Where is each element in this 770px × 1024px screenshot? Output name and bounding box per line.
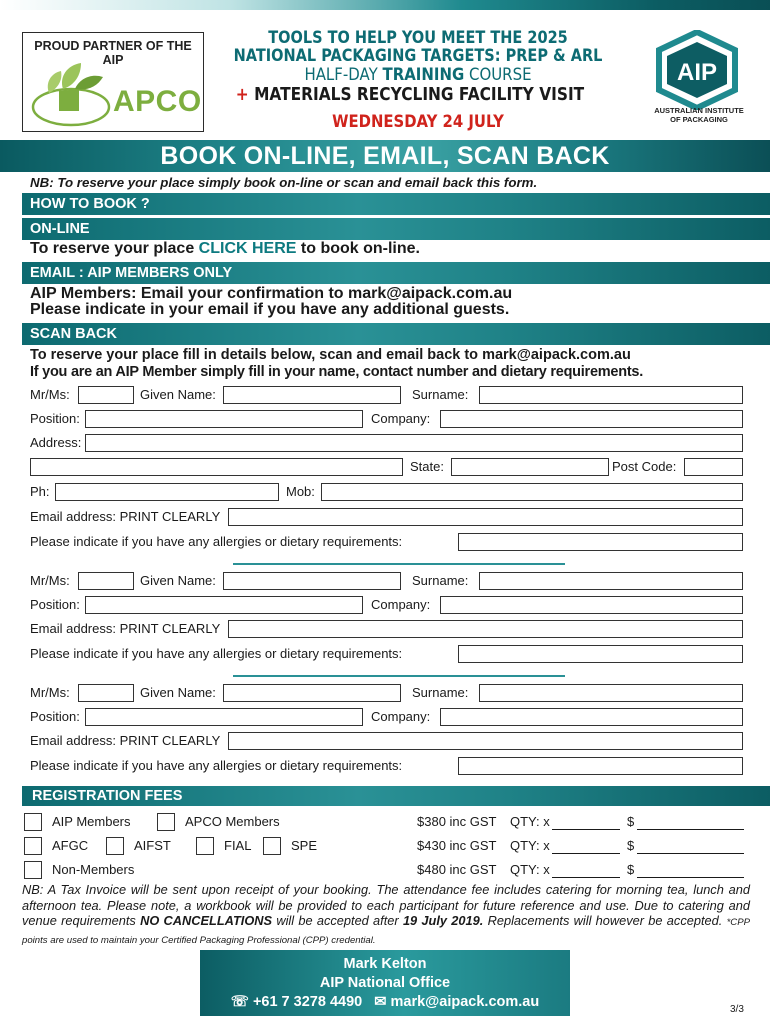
- click-here-link[interactable]: CLICK HERE: [198, 240, 297, 257]
- qty-blank[interactable]: [552, 865, 620, 878]
- email-label: Email address: PRINT CLEARLY: [30, 509, 221, 524]
- address-field[interactable]: [85, 434, 743, 452]
- surname-label: Surname:: [412, 573, 469, 588]
- online-bar: [22, 218, 770, 240]
- qty-blank[interactable]: [552, 817, 620, 830]
- position-field[interactable]: [85, 708, 363, 726]
- header-line-4: [225, 87, 595, 105]
- email-bar: [22, 262, 770, 284]
- email-line-2: Please indicate in your email if you have any additional guests.: [30, 301, 510, 318]
- note-text-a: NB: A Tax Invoice will be sent upon receipt of your booking. The attendance fee includes catering for morning tea, lunch and afternoon tea. Please note, a workbook will be provided to each participant for future reference and use. Due to catering and venue requirements: [22, 882, 750, 928]
- divider: [233, 675, 565, 677]
- header-line-3: [233, 67, 603, 84]
- top-decorative-stripe: [0, 0, 770, 10]
- tax-invoice-note: [22, 882, 750, 948]
- mrms-label: Mr/Ms:: [30, 387, 70, 402]
- price-430: $430 inc GST: [417, 838, 497, 853]
- given-name-field[interactable]: [223, 572, 401, 590]
- ph-field[interactable]: [55, 483, 279, 501]
- fial-label: FIAL: [224, 838, 252, 853]
- state-field[interactable]: [451, 458, 609, 476]
- non-members-label: Non-Members: [52, 862, 135, 877]
- ph-label: Ph:: [30, 484, 50, 499]
- mob-label: Mob:: [286, 484, 315, 499]
- surname-field[interactable]: [479, 572, 743, 590]
- allergies-field[interactable]: [458, 757, 743, 775]
- contact-details: [200, 994, 570, 1010]
- header-line-3c: COURSE: [464, 65, 532, 85]
- scan-back-line-2: If you are an AIP Member simply fill in your name, contact number and dietary requirements.: [30, 364, 643, 380]
- header-line-3a: HALF-DAY: [304, 65, 383, 85]
- surname-field[interactable]: [479, 386, 743, 404]
- qty-label: QTY: x: [510, 838, 550, 853]
- aip-caption-line-1: AUSTRALIAN INSTITUTE: [654, 106, 744, 115]
- aip-members-checkbox[interactable]: [24, 813, 42, 831]
- position-label: Position:: [30, 411, 80, 426]
- partner-box: [22, 32, 204, 132]
- surname-field[interactable]: [479, 684, 743, 702]
- note-cpp: *CPP points are used to maintain your Certified Packaging Professional (CPP) credential.: [22, 917, 751, 946]
- allergies-label: Please indicate if you have any allergies or dietary requirements:: [30, 534, 403, 549]
- email-line-1: AIP Members: Email your confirmation to mark@aipack.com.au: [30, 285, 513, 302]
- spe-checkbox[interactable]: [263, 837, 281, 855]
- given-name-label: Given Name:: [140, 685, 216, 700]
- company-field[interactable]: [440, 410, 743, 428]
- company-field[interactable]: [440, 596, 743, 614]
- title-banner: [0, 140, 770, 172]
- surname-label: Surname:: [412, 387, 469, 402]
- aip-logo-text: AIP: [676, 59, 718, 86]
- plus-sign: +: [235, 85, 249, 105]
- dollar-label: $: [627, 814, 635, 829]
- company-label: Company:: [371, 709, 431, 724]
- mail-icon: ✉: [374, 994, 387, 1010]
- position-field[interactable]: [85, 410, 363, 428]
- post-code-field[interactable]: [684, 458, 743, 476]
- how-to-book-bar: [22, 193, 770, 215]
- header-line-3b: TRAINING: [382, 65, 465, 85]
- online-text-b: to book on-line.: [296, 240, 420, 257]
- amount-blank[interactable]: [637, 817, 744, 830]
- banner-title: BOOK ON-LINE, EMAIL, SCAN BACK: [160, 142, 610, 170]
- position-field[interactable]: [85, 596, 363, 614]
- header-line-4-text: MATERIALS RECYCLING FACILITY VISIT: [248, 85, 585, 105]
- surname-label: Surname:: [412, 685, 469, 700]
- aip-caption: [640, 106, 758, 125]
- allergies-label: Please indicate if you have any allergies or dietary requirements:: [30, 646, 403, 661]
- company-label: Company:: [371, 411, 431, 426]
- position-label: Position:: [30, 597, 80, 612]
- mob-field[interactable]: [321, 483, 743, 501]
- event-date: WEDNESDAY 24 JULY: [332, 112, 504, 131]
- mrms-field[interactable]: [78, 572, 134, 590]
- partner-title: PROUD PARTNER OF THE AIP: [34, 39, 192, 67]
- note-date: 19 July 2019.: [402, 913, 484, 928]
- given-name-field[interactable]: [223, 684, 401, 702]
- amount-blank[interactable]: [637, 865, 744, 878]
- email-field[interactable]: [228, 732, 743, 750]
- note-no-cancellations: NO CANCELLATIONS: [140, 913, 273, 928]
- contact-email[interactable]: mark@aipack.com.au: [390, 994, 540, 1010]
- company-label: Company:: [371, 597, 431, 612]
- registration-fees-bar: [22, 786, 770, 806]
- aip-members-label: AIP Members: [52, 814, 131, 829]
- email-title: EMAIL : AIP MEMBERS ONLY: [30, 265, 233, 281]
- apco-members-label: APCO Members: [185, 814, 280, 829]
- contact-phone[interactable]: +61 7 3278 4490: [252, 994, 363, 1010]
- online-line: [30, 240, 420, 258]
- afgc-checkbox[interactable]: [24, 837, 42, 855]
- dollar-label: $: [627, 862, 635, 877]
- mrms-label: Mr/Ms:: [30, 685, 70, 700]
- company-field[interactable]: [440, 708, 743, 726]
- address-line-2-field[interactable]: [30, 458, 403, 476]
- online-title: ON-LINE: [30, 221, 90, 237]
- given-name-label: Given Name:: [140, 573, 216, 588]
- non-members-checkbox[interactable]: [24, 861, 42, 879]
- scan-back-line-1: To reserve your place fill in details below, scan and email back to mark@aipack.com.au: [30, 347, 631, 363]
- aifst-label: AIFST: [134, 838, 171, 853]
- nb-instruction: NB: To reserve your place simply book on-line or scan and email back this form.: [30, 175, 538, 190]
- email-field[interactable]: [228, 508, 743, 526]
- header-line-1: TOOLS TO HELP YOU MEET THE 2025: [268, 28, 568, 47]
- apco-leaf-icon: [29, 55, 113, 131]
- email-label: Email address: PRINT CLEARLY: [30, 621, 221, 636]
- email-label: Email address: PRINT CLEARLY: [30, 733, 221, 748]
- spe-label: SPE: [291, 838, 318, 853]
- note-text-c: Replacements will however be accepted.: [483, 913, 727, 928]
- given-name-label: Given Name:: [140, 387, 216, 402]
- divider: [233, 563, 565, 565]
- apco-members-checkbox[interactable]: [157, 813, 175, 831]
- how-to-book-title: HOW TO BOOK ?: [30, 196, 150, 212]
- allergies-label: Please indicate if you have any allergies or dietary requirements:: [30, 758, 403, 773]
- mrms-field[interactable]: [78, 684, 134, 702]
- contact-name: Mark Kelton: [343, 956, 427, 972]
- scan-back-bar: [22, 323, 770, 345]
- afgc-label: AFGC: [52, 838, 89, 853]
- state-label: State:: [410, 459, 444, 474]
- email-field[interactable]: [228, 620, 743, 638]
- phone-icon: ☏: [230, 994, 249, 1010]
- qty-blank[interactable]: [552, 841, 620, 854]
- page-number: 3/3: [730, 1004, 744, 1015]
- header-line-2: NATIONAL PACKAGING TARGETS: PREP & ARL: [233, 46, 603, 65]
- allergies-field[interactable]: [458, 533, 743, 551]
- qty-label: QTY: x: [510, 862, 550, 877]
- amount-blank[interactable]: [637, 841, 744, 854]
- allergies-field[interactable]: [458, 645, 743, 663]
- online-text-a: To reserve your place: [30, 240, 199, 257]
- post-code-label: Post Code:: [612, 459, 677, 474]
- note-text-b: will be accepted after: [272, 913, 403, 928]
- aip-logo-icon: [655, 30, 740, 110]
- dollar-label: $: [627, 838, 635, 853]
- scan-back-title: SCAN BACK: [30, 326, 117, 342]
- fial-checkbox[interactable]: [196, 837, 214, 855]
- given-name-field[interactable]: [223, 386, 401, 404]
- position-label: Position:: [30, 709, 80, 724]
- mrms-label: Mr/Ms:: [30, 573, 70, 588]
- qty-label: QTY: x: [510, 814, 550, 829]
- registration-fees-title: REGISTRATION FEES: [32, 788, 183, 804]
- apco-logo-text: APCO: [113, 85, 202, 118]
- price-380: $380 inc GST: [417, 814, 497, 829]
- aifst-checkbox[interactable]: [106, 837, 124, 855]
- contact-box: [200, 950, 570, 1016]
- address-label: Address:: [30, 435, 82, 450]
- aip-caption-line-2: OF PACKAGING: [670, 115, 728, 125]
- mrms-field[interactable]: [78, 386, 134, 404]
- price-480: $480 inc GST: [417, 862, 497, 877]
- contact-office: AIP National Office: [319, 975, 451, 991]
